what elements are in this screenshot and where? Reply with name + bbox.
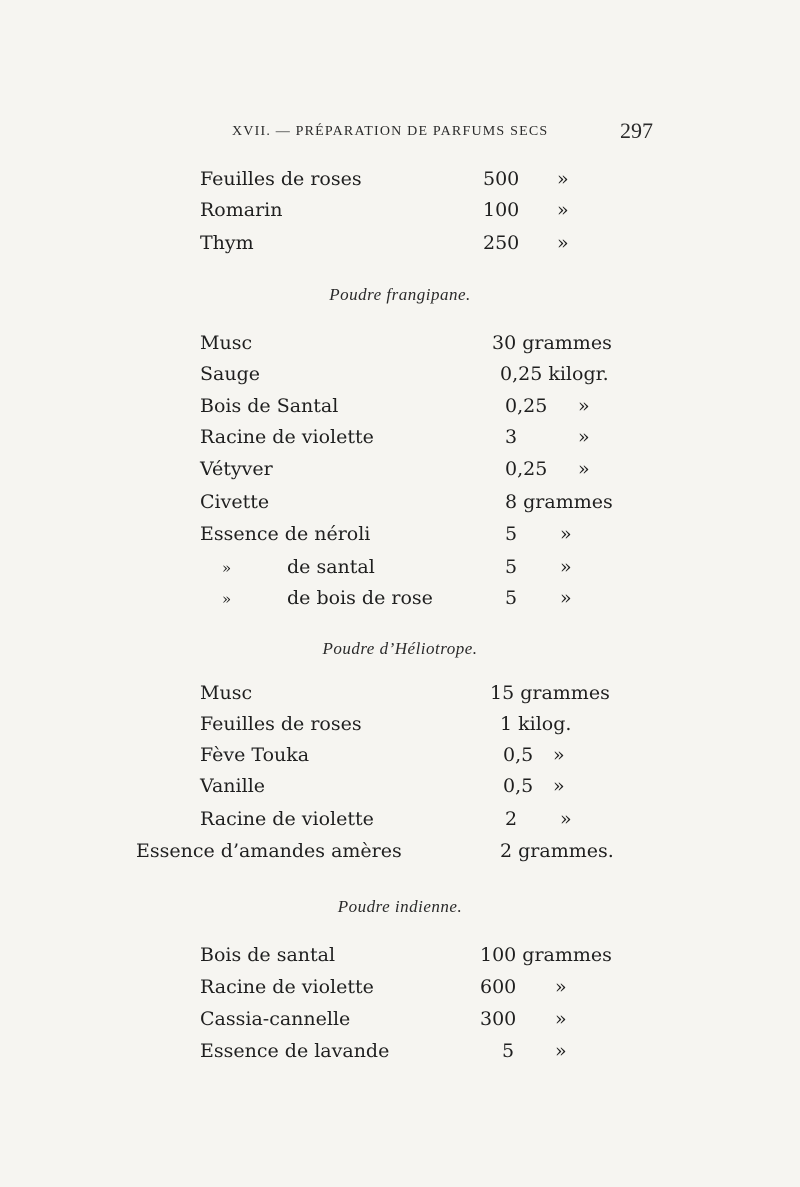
- ingredient-quantity: 0,25: [505, 395, 548, 417]
- ingredient-quantity: 600: [480, 976, 517, 998]
- ingredient-name: Feuilles de roses: [200, 713, 362, 735]
- ingredient-name: Essence d’amandes amères: [136, 840, 402, 862]
- ingredient-name: Vétyver: [200, 458, 273, 480]
- ingredient-name: Musc: [200, 332, 253, 354]
- ditto-mark: »: [555, 976, 567, 998]
- ingredient-row: [0, 1008, 800, 1038]
- ingredient-row: [0, 682, 800, 712]
- ditto-mark: »: [555, 1008, 567, 1030]
- ingredient-name: Bois de Santal: [200, 395, 339, 417]
- ingredient-quantity: 300: [480, 1008, 517, 1030]
- ditto-mark: »: [578, 458, 590, 480]
- ingredient-quantity: 5: [502, 1040, 515, 1062]
- ingredient-quantity: 100 grammes: [480, 944, 612, 966]
- ditto-mark: »: [557, 232, 569, 254]
- ingredient-row: [0, 1040, 800, 1070]
- ingredient-quantity: 5: [505, 556, 518, 578]
- ingredient-quantity: 5: [505, 523, 518, 545]
- ingredient-name: Racine de violette: [200, 976, 374, 998]
- ingredient-quantity: 100: [483, 199, 520, 221]
- ingredient-name: Racine de violette: [200, 808, 374, 830]
- ingredient-row: [0, 840, 800, 870]
- ditto-mark: »: [560, 587, 572, 609]
- ingredient-quantity: 500: [483, 168, 520, 190]
- ingredient-row: [0, 458, 800, 488]
- ingredient-row: [0, 944, 800, 974]
- ditto-mark: »: [557, 168, 569, 190]
- ingredient-row: [0, 426, 800, 456]
- ingredient-quantity: 3: [505, 426, 518, 448]
- ingredient-quantity: 2: [505, 808, 518, 830]
- ingredient-row: [0, 168, 800, 198]
- ingredient-name: Fève Touka: [200, 744, 310, 766]
- ingredient-name: Romarin: [200, 199, 283, 221]
- ditto-mark: »: [222, 559, 232, 577]
- ingredient-name: Essence de néroli: [200, 523, 371, 545]
- ingredient-row: [0, 744, 800, 774]
- ingredient-row: [0, 395, 800, 425]
- ingredient-name: de bois de rose: [287, 587, 433, 609]
- ditto-mark: »: [553, 775, 565, 797]
- ingredient-name: Vanille: [200, 775, 266, 797]
- ingredient-quantity: 2 grammes.: [500, 840, 614, 862]
- ingredient-row: [0, 713, 800, 743]
- ingredient-quantity: 0,25: [505, 458, 548, 480]
- ditto-mark: »: [222, 590, 232, 608]
- ditto-mark: »: [557, 199, 569, 221]
- ditto-mark: »: [578, 395, 590, 417]
- ingredient-row: [0, 523, 800, 553]
- ingredient-row: [0, 332, 800, 362]
- ingredient-row: [0, 587, 800, 617]
- chapter-title: XVII. — PRÉPARATION DE PARFUMS SECS: [232, 124, 549, 139]
- ingredient-name: Civette: [200, 491, 270, 513]
- ingredient-row: [0, 775, 800, 805]
- ingredient-row: [0, 808, 800, 838]
- ingredient-name: Cassia-cannelle: [200, 1008, 351, 1030]
- ditto-mark: »: [578, 426, 590, 448]
- ingredient-name: Essence de lavande: [200, 1040, 390, 1062]
- ingredient-quantity: 250: [483, 232, 520, 254]
- ingredient-quantity: 8 grammes: [505, 491, 613, 513]
- ingredient-row: [0, 491, 800, 521]
- ingredient-name: Sauge: [200, 363, 260, 385]
- section-title-heliotrope: Poudre d’Héliotrope.: [322, 639, 478, 658]
- ingredient-name: Bois de santal: [200, 944, 336, 966]
- section-title-indienne: Poudre indienne.: [337, 897, 463, 916]
- ingredient-quantity: 0,25 kilogr.: [500, 363, 609, 385]
- ingredient-quantity: 5: [505, 587, 518, 609]
- ingredient-name: Feuilles de roses: [200, 168, 362, 190]
- ingredient-name: de santal: [287, 556, 375, 578]
- ingredient-row: [0, 363, 800, 393]
- ingredient-row: [0, 556, 800, 586]
- ingredient-quantity: 1 kilog.: [500, 713, 572, 735]
- ditto-mark: »: [555, 1040, 567, 1062]
- ingredient-quantity: 15 grammes: [490, 682, 610, 704]
- ingredient-quantity: 0,5: [503, 775, 534, 797]
- ditto-mark: »: [553, 744, 565, 766]
- ingredient-row: [0, 199, 800, 229]
- ingredient-name: Racine de violette: [200, 426, 374, 448]
- section-title-frangipane: Poudre frangipane.: [329, 285, 471, 304]
- ditto-mark: »: [560, 556, 572, 578]
- ingredient-name: Musc: [200, 682, 253, 704]
- page-number: 297: [620, 118, 653, 143]
- running-head: [0, 120, 800, 148]
- ingredient-quantity: 30 grammes: [492, 332, 612, 354]
- ingredient-name: Thym: [200, 232, 254, 254]
- ingredient-quantity: 0,5: [503, 744, 534, 766]
- ditto-mark: »: [560, 523, 572, 545]
- ditto-mark: »: [560, 808, 572, 830]
- ingredient-row: [0, 976, 800, 1006]
- ingredient-row: [0, 232, 800, 262]
